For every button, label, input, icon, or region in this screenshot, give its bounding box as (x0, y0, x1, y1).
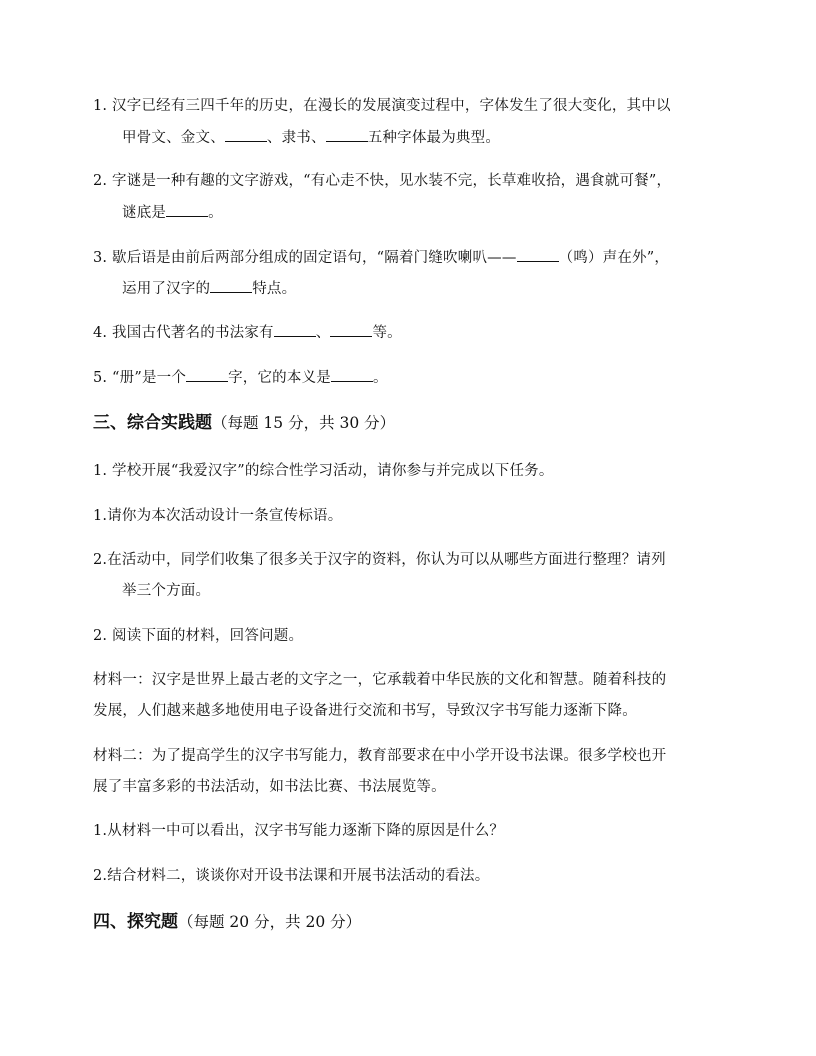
question-text: 字，它的本义是 (228, 370, 331, 386)
practice-question-2 (93, 626, 303, 646)
answer-blank[interactable] (330, 322, 372, 337)
question-text: 、隶书、 (266, 130, 326, 146)
section-3-heading (93, 412, 395, 434)
question-text: 1. 学校开展“我爱汉字”的综合性学习活动，请你参与并完成以下任务。 (93, 463, 554, 479)
practice-question-1-task-1 (93, 506, 342, 526)
practice-question-2-task-1 (93, 821, 504, 841)
material-1-line-2 (93, 701, 637, 721)
question-text: 举三个方面。 (122, 583, 211, 599)
fill-question-5 (93, 367, 388, 388)
question-text: 2. 阅读下面的材料，回答问题。 (93, 628, 304, 644)
answer-blank[interactable] (186, 367, 228, 382)
section-4-heading (93, 911, 361, 933)
question-text: 谜底是 (122, 205, 167, 221)
question-text: 。 (208, 205, 223, 221)
section-score-note: （每题 20 分，共 20 分） (178, 913, 362, 931)
answer-blank[interactable] (225, 127, 267, 142)
answer-blank[interactable] (517, 247, 559, 262)
section-title: 三、综合实践题 (93, 413, 212, 433)
fill-question-1-line-1 (93, 96, 671, 116)
fill-question-1-line-2 (122, 127, 500, 148)
material-2-line-2 (93, 777, 446, 797)
practice-question-1 (93, 461, 554, 481)
question-text: 5. “册”是一个 (93, 370, 187, 386)
section-score-note: （每题 15 分，共 30 分） (212, 414, 396, 432)
question-text: 2. 字谜是一种有趣的文字游戏，“有心走不快，见水装不完，长草难收拾，遇食就可餐”， (93, 173, 672, 189)
question-text: 4. 我国古代著名的书法家有 (93, 325, 274, 341)
fill-question-2-line-2 (122, 202, 223, 223)
answer-blank[interactable] (331, 367, 373, 382)
section-title: 四、探究题 (93, 912, 178, 932)
material-text: 材料二：为了提高学生的汉字书写能力，教育部要求在中小学开设书法课。很多学校也开 (93, 748, 667, 764)
question-text: 1.从材料一中可以看出，汉字书写能力逐渐下降的原因是什么？ (93, 823, 505, 839)
material-2-line-1 (93, 746, 666, 766)
question-text: 等。 (372, 325, 402, 341)
practice-question-1-task-2-line-1 (93, 550, 666, 570)
question-text: 甲骨文、金文、 (122, 130, 225, 146)
question-text: 1. 汉字已经有三四千年的历史，在漫长的发展演变过程中，字体发生了很大变化，其中以 (93, 98, 671, 114)
question-text: 1.请你为本次活动设计一条宣传标语。 (93, 508, 343, 524)
material-text: 展了丰富多彩的书法活动，如书法比赛、书法展览等。 (93, 779, 446, 795)
question-text: 五种字体最为典型。 (367, 130, 501, 146)
fill-question-3-line-2 (122, 278, 296, 299)
answer-blank[interactable] (210, 278, 252, 293)
question-text: 3. 歇后语是由前后两部分组成的固定语句，“隔着门缝吹喇叭—— (93, 250, 517, 266)
answer-blank[interactable] (166, 202, 208, 217)
material-text: 发展，人们越来越多地使用电子设备进行交流和书写，导致汉字书写能力逐渐下降。 (93, 703, 637, 719)
practice-question-2-task-2 (93, 866, 489, 886)
question-text: 、 (315, 325, 331, 341)
fill-question-3-line-1 (93, 247, 669, 268)
question-text: 2.结合材料二，谈谈你对开设书法课和开展书法活动的看法。 (93, 868, 490, 884)
answer-blank[interactable] (326, 127, 368, 142)
question-text: 2.在活动中，同学们收集了很多关于汉字的资料，你认为可以从哪些方面进行整理？请列 (93, 552, 666, 568)
material-1-line-1 (93, 670, 666, 690)
answer-blank[interactable] (274, 322, 316, 337)
fill-question-2-line-1 (93, 171, 671, 191)
question-text: 运用了汉字的 (122, 281, 211, 297)
fill-question-4 (93, 322, 402, 343)
question-text: 。 (372, 370, 388, 386)
material-text: 材料一：汉字是世界上最古老的文字之一，它承载着中华民族的文化和智慧。随着科技的 (93, 672, 667, 688)
question-text: 特点。 (252, 281, 297, 297)
practice-question-1-task-2-line-2 (122, 581, 210, 601)
question-text: （鸣）声在外”， (558, 250, 670, 266)
